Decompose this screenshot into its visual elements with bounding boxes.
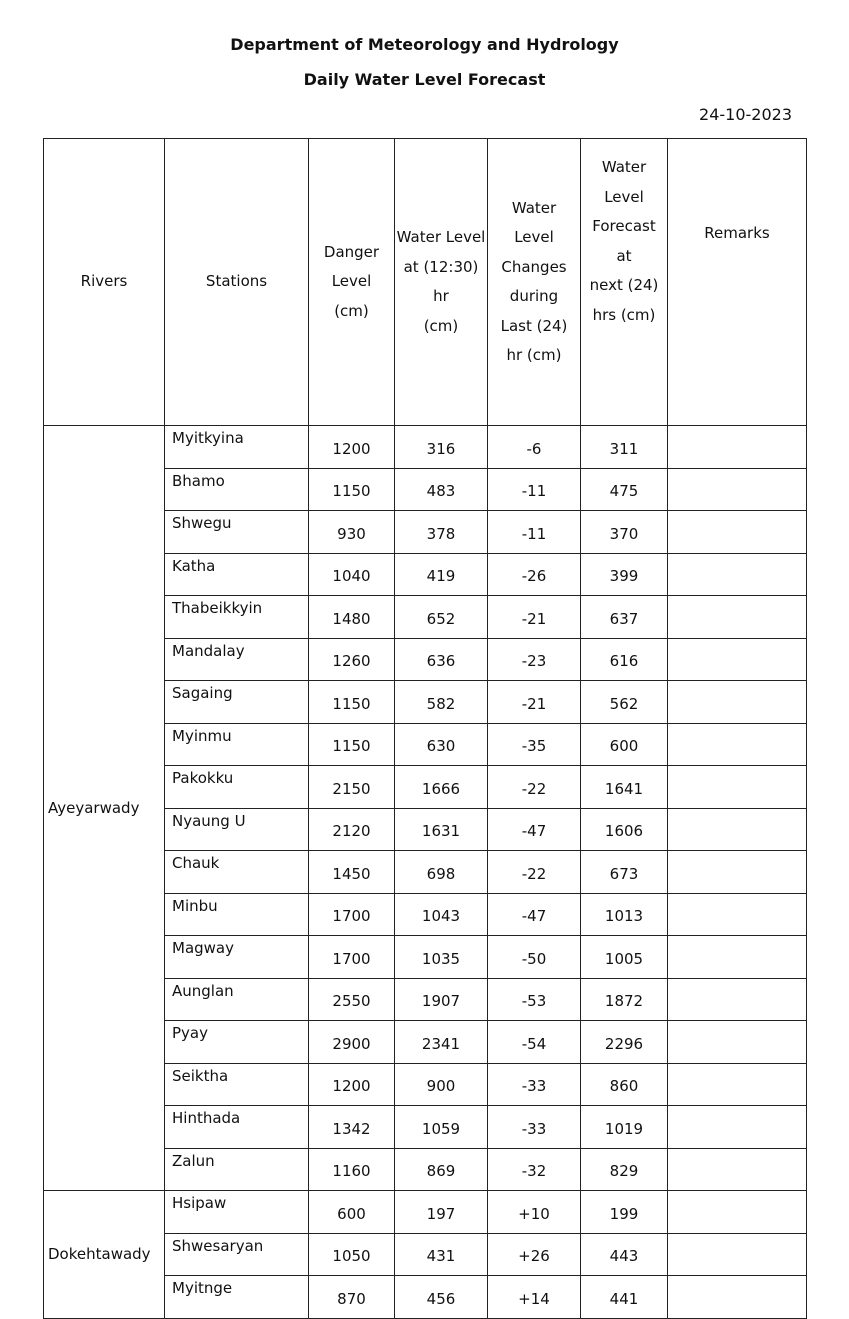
level-change-cell: -47 (488, 893, 581, 936)
level-change-cell: -47 (488, 808, 581, 851)
station-name-cell: Mandalay (165, 638, 309, 681)
water-level-cell: 869 (395, 1148, 488, 1191)
station-name-cell: Myinmu (165, 723, 309, 766)
forecast-cell: 637 (581, 596, 668, 639)
remarks-cell (668, 978, 807, 1021)
remarks-cell (668, 893, 807, 936)
water-level-cell: 316 (395, 426, 488, 469)
water-level-table (43, 138, 807, 1319)
river-name-cell: Dokehtawady (44, 1191, 165, 1319)
danger-level-cell: 1700 (309, 893, 395, 936)
water-level-cell: 431 (395, 1233, 488, 1276)
water-level-cell: 1631 (395, 808, 488, 851)
remarks-cell (668, 808, 807, 851)
forecast-cell: 1019 (581, 1106, 668, 1149)
danger-level-cell: 1160 (309, 1148, 395, 1191)
station-name-cell: Bhamo (165, 468, 309, 511)
level-change-cell: -21 (488, 681, 581, 724)
col-header-water-level: Water Level at (12:30) hr (cm) (395, 139, 488, 426)
level-change-cell: +26 (488, 1233, 581, 1276)
level-change-cell: +10 (488, 1191, 581, 1234)
level-change-cell: -53 (488, 978, 581, 1021)
forecast-cell: 616 (581, 638, 668, 681)
station-name-cell: Thabeikkyin (165, 596, 309, 639)
station-name-cell: Magway (165, 936, 309, 979)
station-name-cell: Hinthada (165, 1106, 309, 1149)
water-level-cell: 197 (395, 1191, 488, 1234)
water-level-cell: 378 (395, 511, 488, 554)
level-change-cell: -33 (488, 1106, 581, 1149)
danger-level-cell: 1200 (309, 426, 395, 469)
station-name-cell: Shwegu (165, 511, 309, 554)
forecast-cell: 443 (581, 1233, 668, 1276)
remarks-cell (668, 936, 807, 979)
level-change-cell: -32 (488, 1148, 581, 1191)
river-name-cell: Ayeyarwady (44, 426, 165, 1191)
forecast-cell: 441 (581, 1276, 668, 1319)
remarks-cell (668, 851, 807, 894)
level-change-cell: -33 (488, 1063, 581, 1106)
level-change-cell: -23 (488, 638, 581, 681)
station-name-cell: Minbu (165, 893, 309, 936)
col-header-level-change: Water Level Changes during Last (24) hr (cm) (488, 139, 581, 426)
level-change-cell: -50 (488, 936, 581, 979)
water-level-cell: 582 (395, 681, 488, 724)
forecast-cell: 475 (581, 468, 668, 511)
col-header-stations: Stations (165, 139, 309, 426)
danger-level-cell: 2120 (309, 808, 395, 851)
level-change-cell: -21 (488, 596, 581, 639)
remarks-cell (668, 1063, 807, 1106)
remarks-cell (668, 426, 807, 469)
forecast-cell: 1641 (581, 766, 668, 809)
level-change-cell: -54 (488, 1021, 581, 1064)
water-level-cell: 1035 (395, 936, 488, 979)
remarks-cell (668, 1148, 807, 1191)
forecast-cell: 562 (581, 681, 668, 724)
danger-level-cell: 1050 (309, 1233, 395, 1276)
station-name-cell: Katha (165, 553, 309, 596)
remarks-cell (668, 723, 807, 766)
remarks-cell (668, 553, 807, 596)
forecast-cell: 370 (581, 511, 668, 554)
station-name-cell: Hsipaw (165, 1191, 309, 1234)
water-level-cell: 1907 (395, 978, 488, 1021)
danger-level-cell: 2550 (309, 978, 395, 1021)
level-change-cell: -22 (488, 766, 581, 809)
danger-level-cell: 1150 (309, 468, 395, 511)
station-name-cell: Zalun (165, 1148, 309, 1191)
danger-level-cell: 1450 (309, 851, 395, 894)
remarks-cell (668, 681, 807, 724)
water-level-cell: 1666 (395, 766, 488, 809)
water-level-cell: 419 (395, 553, 488, 596)
forecast-cell: 860 (581, 1063, 668, 1106)
water-level-cell: 1059 (395, 1106, 488, 1149)
remarks-cell (668, 1106, 807, 1149)
col-header-danger-level: Danger Level (cm) (309, 139, 395, 426)
remarks-cell (668, 1233, 807, 1276)
danger-level-cell: 1040 (309, 553, 395, 596)
danger-level-cell: 1150 (309, 723, 395, 766)
forecast-cell: 2296 (581, 1021, 668, 1064)
level-change-cell: -22 (488, 851, 581, 894)
station-name-cell: Pyay (165, 1021, 309, 1064)
forecast-cell: 311 (581, 426, 668, 469)
forecast-cell: 673 (581, 851, 668, 894)
danger-level-cell: 1150 (309, 681, 395, 724)
danger-level-cell: 2150 (309, 766, 395, 809)
station-name-cell: Myitkyina (165, 426, 309, 469)
danger-level-cell: 2900 (309, 1021, 395, 1064)
station-name-cell: Sagaing (165, 681, 309, 724)
station-name-cell: Seiktha (165, 1063, 309, 1106)
level-change-cell: -35 (488, 723, 581, 766)
station-name-cell: Pakokku (165, 766, 309, 809)
water-level-cell: 900 (395, 1063, 488, 1106)
remarks-cell (668, 511, 807, 554)
water-level-cell: 483 (395, 468, 488, 511)
level-change-cell: -11 (488, 511, 581, 554)
station-name-cell: Myitnge (165, 1276, 309, 1319)
header-row (44, 139, 807, 426)
table-body (44, 426, 807, 1319)
danger-level-cell: 1480 (309, 596, 395, 639)
water-level-cell: 2341 (395, 1021, 488, 1064)
remarks-cell (668, 766, 807, 809)
forecast-cell: 399 (581, 553, 668, 596)
forecast-cell: 1005 (581, 936, 668, 979)
forecast-cell: 600 (581, 723, 668, 766)
report-title: Daily Water Level Forecast (303, 70, 546, 89)
danger-level-cell: 870 (309, 1276, 395, 1319)
water-level-cell: 698 (395, 851, 488, 894)
table-row (44, 1191, 807, 1234)
table-row (44, 426, 807, 469)
water-level-cell: 1043 (395, 893, 488, 936)
remarks-cell (668, 1191, 807, 1234)
station-name-cell: Aunglan (165, 978, 309, 1021)
forecast-cell: 1872 (581, 978, 668, 1021)
danger-level-cell: 600 (309, 1191, 395, 1234)
water-level-cell: 456 (395, 1276, 488, 1319)
report-date: 24-10-2023 (699, 105, 792, 124)
forecast-cell: 199 (581, 1191, 668, 1234)
col-header-remarks: Remarks (668, 139, 807, 426)
remarks-cell (668, 468, 807, 511)
level-change-cell: -6 (488, 426, 581, 469)
department-title: Department of Meteorology and Hydrology (230, 35, 619, 54)
remarks-cell (668, 1021, 807, 1064)
forecast-cell: 1606 (581, 808, 668, 851)
col-header-forecast: Water Level Forecast at next (24) hrs (cm) (581, 139, 668, 426)
danger-level-cell: 1700 (309, 936, 395, 979)
level-change-cell: -11 (488, 468, 581, 511)
remarks-cell (668, 1276, 807, 1319)
water-level-cell: 652 (395, 596, 488, 639)
danger-level-cell: 1200 (309, 1063, 395, 1106)
water-level-cell: 636 (395, 638, 488, 681)
danger-level-cell: 1260 (309, 638, 395, 681)
danger-level-cell: 930 (309, 511, 395, 554)
level-change-cell: +14 (488, 1276, 581, 1319)
station-name-cell: Chauk (165, 851, 309, 894)
remarks-cell (668, 596, 807, 639)
forecast-cell: 1013 (581, 893, 668, 936)
station-name-cell: Shwesaryan (165, 1233, 309, 1276)
remarks-cell (668, 638, 807, 681)
station-name-cell: Nyaung U (165, 808, 309, 851)
level-change-cell: -26 (488, 553, 581, 596)
col-header-rivers: Rivers (44, 139, 165, 426)
forecast-cell: 829 (581, 1148, 668, 1191)
danger-level-cell: 1342 (309, 1106, 395, 1149)
water-level-cell: 630 (395, 723, 488, 766)
